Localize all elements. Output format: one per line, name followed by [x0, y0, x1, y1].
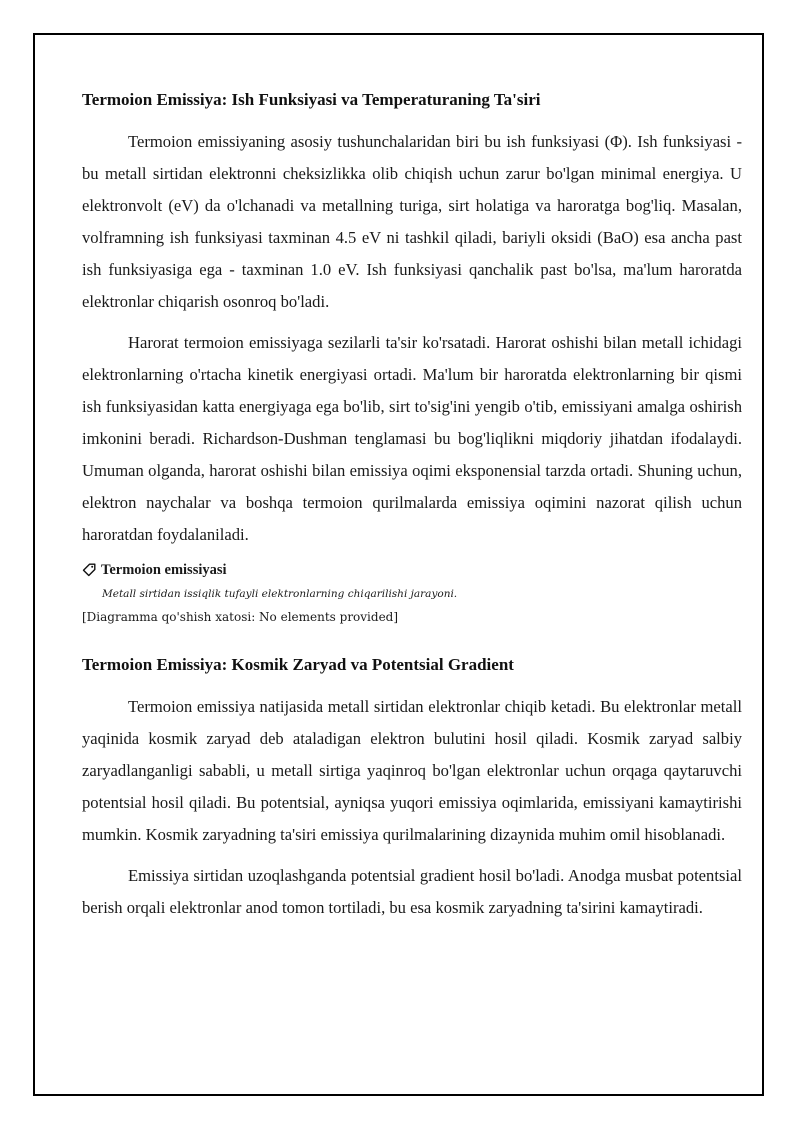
paragraph-temperature: Harorat termoion emissiyaga sezilarli ta'sir ko'rsatadi. Harorat oshishi bilan metall ichidagi elektronlarning o'rtacha kinetik energiyasi ortadi. Ma'lum bir haroratda elektronlarning bir qismi ish funksiyasidan katta energiyaga ega bo'lib, sirt to'sig'ini yengib o'tib, emissiyani amalga oshirish imkonini beradi. Richardson-Dushman tenglamasi bu bog'liqlikni miqdoriy jihatdan ifodalaydi. Umuman olganda, harorat oshishi bilan emissiya oqimi eksponensial tarzda ortadi. Shuning uchun, elektron naychalar va boshqa termoion qurilmalarda emissiya oqimini nazorat qilish uchun haroratdan foydalaniladi. [82, 333, 742, 544]
tag-icon [82, 563, 96, 577]
callout-title-row [82, 560, 742, 580]
document-body [82, 85, 742, 933]
definition-callout [82, 560, 742, 604]
section-heading-space-charge: Termoion Emissiya: Kosmik Zaryad va Potentsial Gradient [82, 655, 514, 674]
section-heading-work-function: Termoion Emissiya: Ish Funksiyasi va Temperaturaning Ta'siri [82, 90, 541, 109]
callout-title: Termoion emissiyasi [101, 562, 227, 578]
paragraph-work-function: Termoion emissiyaning asosiy tushunchalaridan biri bu ish funksiyasi (Φ). Ish funksiyasi - bu metall sirtidan elektronni cheksizlikka olib chiqish uchun zarur bo'lgan minimal energiya. U elektronvolt (eV) da o'lchanadi va metallning turiga, sirt holatiga va haroratga bog'liq. Masalan, volframning ish funksiyasi taxminan 4.5 eV ni tashkil qiladi, bariyli oksidi (BaO) esa ancha past ish funksiyasiga ega - taxminan 1.0 eV. Ish funksiyasi qanchalik past bo'lsa, ma'lum haroratda elektronlar chiqarish osonroq bo'ladi. [82, 132, 742, 311]
callout-description: Metall sirtidan issiqlik tufayli elektronlarning chiqarilishi jarayoni. [102, 588, 458, 600]
paragraph-space-charge: Termoion emissiya natijasida metall sirtidan elektronlar chiqib ketadi. Bu elektronlar metall yaqinida kosmik zaryad deb ataladigan elektron bulutini hosil qiladi. Kosmik zaryad salbiy zaryadlanganligi sababli, u metall sirtiga yaqinroq bo'lgan elektronlar uchun orqaga qaytaruvchi potentsial hosil qiladi. Bu potentsial, ayniqsa yuqori emissiya oqimlarida, emissiyani kamaytirishi mumkin. Kosmik zaryadning ta'siri emissiya qurilmalarining dizaynida muhim omil hisoblanadi. [82, 697, 742, 844]
paragraph-potential-gradient: Emissiya sirtidan uzoqlashganda potentsial gradient hosil bo'ladi. Anodga musbat potentsial berish orqali elektronlar anod tomon tortiladi, bu esa kosmik zaryadning ta'sirini kamaytiradi. [82, 866, 742, 917]
diagram-error-message: [Diagramma qo'shish xatosi: No elements provided] [82, 610, 399, 624]
